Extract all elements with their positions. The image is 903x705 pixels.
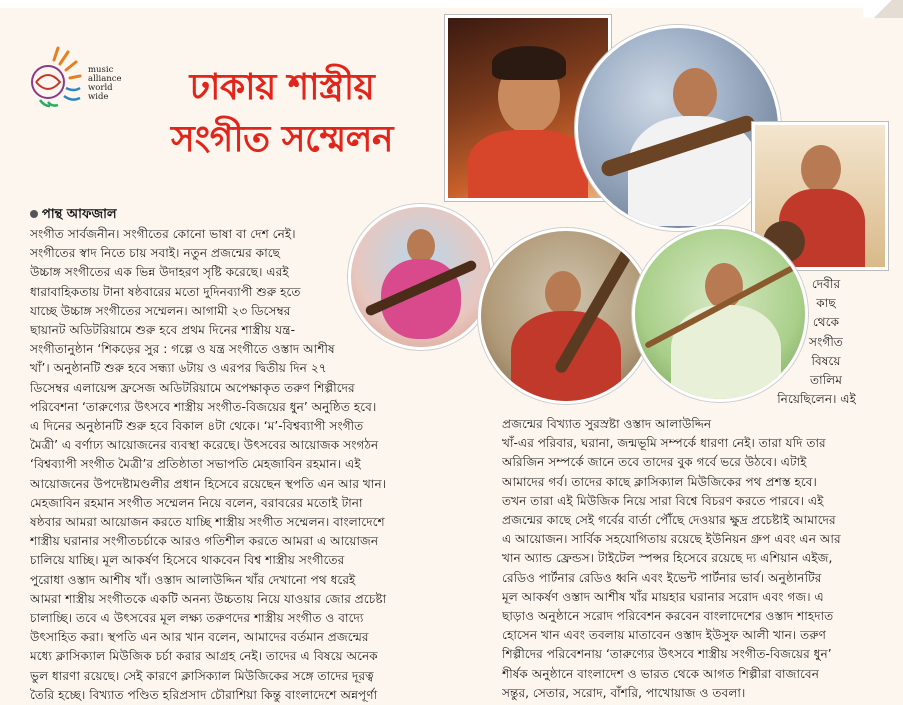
text-line: সংগীতের স্বাদ নিতে চায় সবাই। নতুন প্রজন্মের কাছে xyxy=(30,246,281,261)
text-line: খাঁ’। অনুষ্ঠানটি শুরু হবে সন্ধ্যা ৬টায় ও এরপর দ্বিতীয় দিন ২৭ xyxy=(30,361,327,376)
text-line: দেবীর xyxy=(811,277,841,291)
text-line: ছায়ানট অডিটরিয়ামে শুরু হবে প্রথম দিনের শাস্ত্রীয় যন্ত্র- xyxy=(30,323,296,338)
photo-flute-player xyxy=(632,226,808,402)
text-line: চালিয়ে যাচ্ছি। মূল আকর্ষণ হিসেবে থাকবেন বিশ্ব শাস্ত্রীয় সংগীতের xyxy=(30,553,345,568)
text-line: আমরা শাস্ত্রীয় সংগীতকে একটি অনন্য উচ্চতায় নিয়ে যাওয়ার জোর প্রচেষ্টা xyxy=(30,591,387,606)
text-line: খান অ্যান্ড ফ্রেন্ডস। টাইটেল স্পন্সর হিসেবে রয়েছে দ্য এশিয়ান এইজ, xyxy=(502,551,833,566)
text-line: সংগীতানুষ্ঠান ‘শিকড়ের সুর : গল্পে ও যন্ত্র সংগীতে ওস্তাদ আশীষ xyxy=(30,342,335,357)
text-line: পুরোধা ওস্তাদ আশীষ খাঁ। ওস্তাদ আলাউদ্দিন খাঁর দেখানো পথ ধরেই xyxy=(30,572,356,587)
logo-text-line: wide xyxy=(88,92,109,102)
text-line: কাছ xyxy=(816,296,836,311)
text-line: সংগীত xyxy=(809,334,843,349)
text-line: প্রজন্মের বিখ্যাত সুরস্রষ্টা ওস্তাদ আলাউদ্দিন xyxy=(502,417,712,431)
logo-text-line: music xyxy=(88,65,114,75)
photo-sarod-player xyxy=(575,25,781,231)
text-line: শীর্ষক অনুষ্ঠানে বাংলাদেশ ও ভারত থেকে আগত শিল্পীরা বাজাবেন xyxy=(502,666,819,681)
photo-face xyxy=(801,145,841,193)
text-line: ‘বিশ্বব্যাপী সংগীত মৈত্রী’র প্রতিষ্ঠাতা সভাপতি মেহজাবিন রহমান। এই xyxy=(30,457,361,472)
photo-body xyxy=(468,130,588,201)
logo-text-line: world xyxy=(88,83,113,93)
text-line: সংগীত সার্বজনীন। সংগীতের কোনো ভাষা বা দেশ নেই। xyxy=(30,227,296,241)
text-line: শাস্ত্রীয় ঘরানার সংগীতচর্চাকে আরও গতিশীল করতে আমরা এ আয়োজন xyxy=(30,534,379,549)
text-line: ধারাবাহিকতায় টানা ষষ্ঠবারের মতো দুদিনব্যাপী শুরু হতে xyxy=(30,284,301,299)
text-line: বিষয়ে xyxy=(811,353,841,368)
page-corner xyxy=(863,0,903,18)
text-line: মৈত্রী’ এ বর্ণাঢ্য আয়োজনের ব্যবস্থা করেছে। উৎসবের আয়োজক সংগঠন xyxy=(30,438,379,453)
text-line: ছাড়াও অনুষ্ঠানে সরোদ পরিবেশন করবেন বাংলাদেশের ওস্তাদ শাহদাত xyxy=(502,609,834,624)
author-name: পান্থ আফজাল xyxy=(42,207,117,222)
text-line: এ দিনের অনুষ্ঠানটি শুরু হবে বিকাল ৪টা থেকে। ‘ম’-বিশ্বব্যাপী সংগীত xyxy=(30,419,364,434)
headline-line: ঢাকায় শাস্ত্রীয় xyxy=(189,67,375,108)
text-line: শিল্পীদের পরিবেশনায় ‘তারুণ্যের উৎসবে শাস্ত্রীয় সংগীত-বিজয়ের ধুন’ xyxy=(502,647,832,662)
text-line: উচ্চাঙ্গ সংগীতের এক ভিন্ন উদাহরণ সৃষ্টি করেছে। এরই xyxy=(30,265,289,280)
text-line: তালিম xyxy=(809,373,842,388)
text-line: খাঁ-এর পরিবার, ঘরানা, জন্মভূমি সম্পর্কে ধারণা নেই। তারা যদি তার xyxy=(502,436,826,451)
text-line: হোসেন খান এবং তবলায় মাতাবেন ওস্তাদ ইউসুফ আলী খান। তরুণ xyxy=(502,628,827,643)
text-line: থেকে xyxy=(812,315,840,330)
text-line: ভুল ধারণা রয়েছে। সেই কারণে ক্লাসিক্যাল মিউজিকের সঙ্গে তাদের দূরত্ব xyxy=(30,668,374,683)
text-line: ডিসেম্বর এলায়েন্স ফ্রসেজ অডিটরিয়ামে অপেক্ষাকৃত তরুণ শিল্পীদের xyxy=(30,380,355,395)
text-line: এ আয়োজন। সার্বিক সহযোগিতায় রয়েছে ইউনিয়ন গ্রুপ এবং এন আর xyxy=(502,532,841,547)
photo-sitar-player-male xyxy=(478,228,654,404)
text-line: মধ্যে ক্লাসিক্যাল মিউজিক চর্চা করার আগ্রহ নেই। তাদের এ বিষয়ে অনেক xyxy=(30,649,378,664)
text-line: ষষ্ঠবার আমরা আয়োজন করতে যাচ্ছি শাস্ত্রীয় সংগীত সম্মেলন। বাংলাদেশে xyxy=(30,515,385,530)
text-line: মূল আকর্ষণ ওস্তাদ আশীষ খাঁর মায়হার ঘরানার সরোদ এবং গজ। এ xyxy=(502,589,824,604)
article-column-3 xyxy=(777,275,856,409)
text-line: যাচ্ছে উচ্চাঙ্গ সংগীতের সম্মেলন। আগামী ২৩ ডিসেম্বর xyxy=(30,303,291,318)
text-line: মেহজাবিন রহমান সংগীত সম্মেলন নিয়ে বলেন, বরাবরের মতোই টানা xyxy=(30,495,363,510)
article-column-1 xyxy=(30,225,482,705)
logo-text-line: alliance xyxy=(88,74,122,84)
byline xyxy=(30,205,117,226)
text-line: উৎসাহিত করা। স্থপতি এন আর খান বলেন, আমাদের বর্তমান প্রজন্মের xyxy=(30,630,369,645)
headline-line: সংগীত সম্মেলন xyxy=(170,119,393,160)
headline xyxy=(132,62,432,166)
text-line: সন্তুর, সেতার, সরোদ, বাঁশরি, পাখোয়াজ ও তবলা। xyxy=(502,685,746,700)
text-line: নিয়েছিলেন। এই xyxy=(777,392,856,407)
text-line: অরিজিন সম্পর্কে জানে তবে তাদের বুক গর্বে ভরে উঠবে। এটাই xyxy=(502,455,807,470)
text-line: পরিবেশনা ‘তারুণ্যের উৎসবে শাস্ত্রীয় সংগীত-বিজয়ের ধুন’ অনুষ্ঠিত হবে। xyxy=(30,399,377,414)
text-line: চালাচ্ছি। তবে এ উৎসবের মূল লক্ষ্য তরুণদের শাস্ত্রীয় সংগীত ও বাদ্যে xyxy=(30,611,364,626)
photo-hair xyxy=(492,46,566,80)
text-line: রেডিও পার্টনার রেডিও ধ্বনি এবং ইভেন্ট পার্টনার ভার্ব। অনুষ্ঠানটির xyxy=(502,570,822,585)
text-line: তৈরি হচ্ছে। বিখ্যাত পণ্ডিত হরিপ্রসাদ চৌরাশিয়া কিন্তু বাংলাদেশে অন্নপূর্ণা xyxy=(30,687,378,702)
bullet-icon xyxy=(30,210,38,218)
text-line: আমাদের গর্ব। তাদের কাছে ক্লাসিক্যাল মিউজিকের পথ প্রশস্ত হবে। xyxy=(502,474,817,489)
photo-face xyxy=(673,68,717,120)
text-line: আয়োজনের উপদেষ্টামণ্ডলীর প্রধান হিসেবে রয়েছেন স্থপতি এন আর খান। xyxy=(30,476,387,491)
article-column-2 xyxy=(502,415,877,703)
photo-face xyxy=(545,271,581,315)
text-line: প্রজন্মের কাছে সেই গর্বের বার্তা পৌঁছে দেওয়ার ক্ষুদ্র প্রচেষ্টাই আমাদের xyxy=(502,513,836,528)
text-line: তখন তারা এই মিউজিক নিয়ে সারা বিশ্বে বিচরণ করতে পারবে। এই xyxy=(502,493,824,508)
top-margin xyxy=(0,0,903,8)
